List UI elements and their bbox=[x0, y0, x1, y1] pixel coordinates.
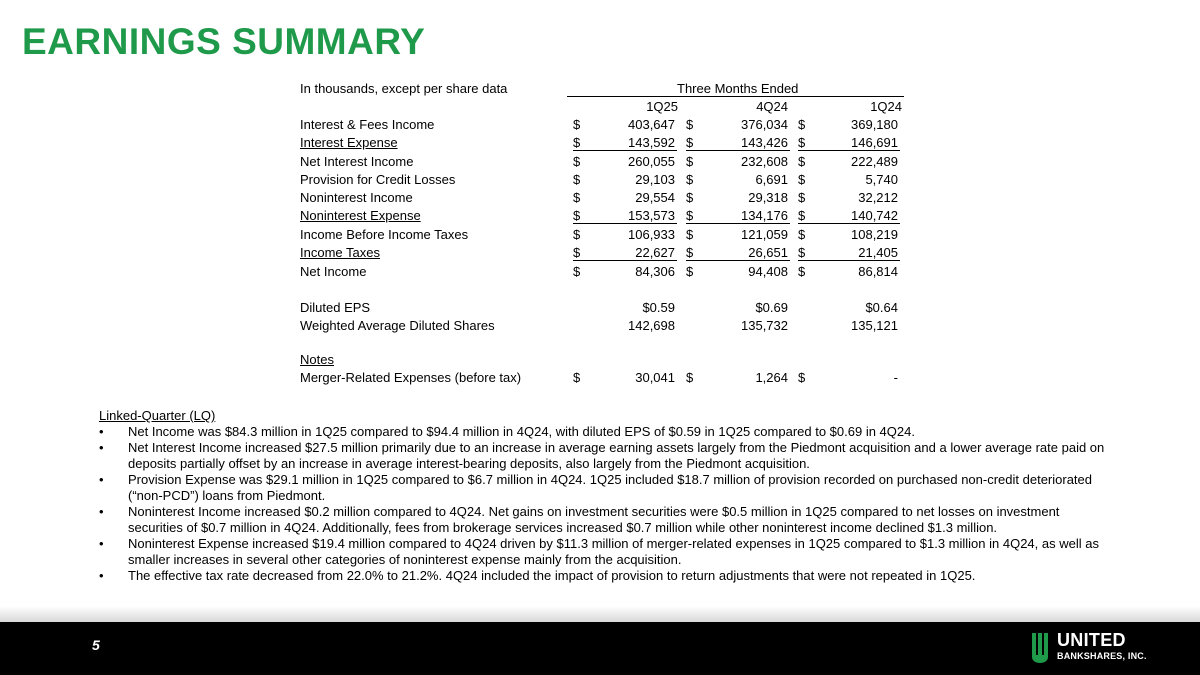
subtotal-rule bbox=[686, 223, 790, 224]
row-value: 143,592 bbox=[628, 135, 675, 150]
currency-symbol: $ bbox=[573, 117, 581, 132]
logo-subtitle: BANKSHARES, INC. bbox=[1057, 651, 1147, 661]
logo-wordmark: UNITED bbox=[1057, 630, 1126, 650]
company-logo bbox=[1032, 632, 1162, 666]
row-value: 121,059 bbox=[741, 227, 788, 242]
currency-symbol: $ bbox=[798, 245, 806, 260]
currency-symbol: $ bbox=[798, 227, 806, 242]
currency-symbol: $ bbox=[573, 190, 581, 205]
currency-symbol: $ bbox=[686, 190, 694, 205]
currency-symbol: $ bbox=[798, 264, 806, 279]
row-value: 94,408 bbox=[748, 264, 788, 279]
row-label: Income Taxes bbox=[300, 245, 380, 260]
currency-symbol: $ bbox=[686, 208, 694, 223]
header-rule bbox=[567, 96, 904, 97]
row-value: $0.69 bbox=[755, 300, 788, 315]
commentary-bullet: • Noninterest Expense increased $19.4 million compared to 4Q24 driven by $11.3 million of merger-related expenses in 1Q25 compared to $1.3 million in 4Q24, as well as smaller increases in several other categories of noninterest expense mainly from the acquisition. bbox=[99, 536, 1099, 567]
currency-symbol: $ bbox=[686, 264, 694, 279]
row-value: 6,691 bbox=[755, 172, 788, 187]
subtotal-rule bbox=[686, 260, 790, 261]
currency-symbol: $ bbox=[573, 370, 581, 385]
row-value: 222,489 bbox=[851, 154, 898, 169]
currency-symbol: $ bbox=[798, 208, 806, 223]
row-value: 153,573 bbox=[628, 208, 675, 223]
currency-symbol: $ bbox=[798, 154, 806, 169]
row-value: 29,318 bbox=[748, 190, 788, 205]
row-label: Net Interest Income bbox=[300, 154, 414, 169]
row-label: Provision for Credit Losses bbox=[300, 172, 456, 187]
row-value: 135,732 bbox=[741, 318, 788, 333]
row-value: 29,554 bbox=[635, 190, 675, 205]
bullet-glyph: • bbox=[99, 440, 104, 455]
currency-symbol: $ bbox=[686, 227, 694, 242]
row-value: 21,405 bbox=[858, 245, 898, 260]
commentary-list bbox=[99, 424, 1109, 584]
linked-quarter-commentary bbox=[99, 408, 1109, 584]
row-value: 134,176 bbox=[741, 208, 788, 223]
currency-symbol: $ bbox=[573, 154, 581, 169]
logo-mark-icon bbox=[1032, 633, 1051, 663]
row-label: Interest & Fees Income bbox=[300, 117, 435, 132]
footer-fade bbox=[0, 606, 1200, 622]
column-header: 1Q25 bbox=[646, 99, 678, 114]
currency-symbol: $ bbox=[798, 135, 806, 150]
row-value: 376,034 bbox=[741, 117, 788, 132]
row-value: 26,651 bbox=[748, 245, 788, 260]
row-value: 22,627 bbox=[635, 245, 675, 260]
row-value: 140,742 bbox=[851, 208, 898, 223]
subtotal-rule bbox=[573, 260, 677, 261]
row-label: Net Income bbox=[300, 264, 367, 279]
currency-symbol: $ bbox=[686, 245, 694, 260]
row-value: 232,608 bbox=[741, 154, 788, 169]
column-header: 1Q24 bbox=[870, 99, 902, 114]
row-label: Weighted Average Diluted Shares bbox=[300, 318, 495, 333]
commentary-bullet: • The effective tax rate decreased from 22.0% to 21.2%. 4Q24 included the impact of provision to return adjustments that were not repeated in 1Q25. bbox=[99, 568, 976, 583]
unit-note: In thousands, except per share data bbox=[300, 81, 508, 96]
currency-symbol: $ bbox=[798, 190, 806, 205]
row-value: 29,103 bbox=[635, 172, 675, 187]
currency-symbol: $ bbox=[686, 370, 694, 385]
currency-symbol: $ bbox=[798, 117, 806, 132]
row-value: 108,219 bbox=[851, 227, 898, 242]
row-value: 106,933 bbox=[628, 227, 675, 242]
bullet-glyph: • bbox=[99, 424, 104, 439]
commentary-heading: Linked-Quarter (LQ) bbox=[99, 408, 216, 423]
row-value: 30,041 bbox=[635, 370, 675, 385]
currency-symbol: $ bbox=[686, 172, 694, 187]
row-label: Interest Expense bbox=[300, 135, 398, 150]
bullet-glyph: • bbox=[99, 568, 104, 583]
period-group-header: Three Months Ended bbox=[677, 81, 799, 96]
row-value: 32,212 bbox=[858, 190, 898, 205]
currency-symbol: $ bbox=[686, 117, 694, 132]
row-value: 84,306 bbox=[635, 264, 675, 279]
subtotal-rule bbox=[798, 150, 900, 151]
bullet-glyph: • bbox=[99, 472, 104, 487]
page-title: EARNINGS SUMMARY bbox=[22, 21, 426, 62]
row-label: Diluted EPS bbox=[300, 300, 371, 315]
row-label: Merger-Related Expenses (before tax) bbox=[300, 370, 522, 385]
commentary-bullet: • Provision Expense was $29.1 million in 1Q25 compared to $6.7 million in 4Q24. 1Q25 included $18.7 million of provision recorded on purchased non-credit deteriorated (“non-PCD”) loans from Piedmont. bbox=[99, 472, 1092, 503]
currency-symbol: $ bbox=[573, 172, 581, 187]
row-value: $0.64 bbox=[865, 300, 898, 315]
row-value: 369,180 bbox=[851, 117, 898, 132]
subtotal-rule bbox=[686, 150, 790, 151]
currency-symbol: $ bbox=[798, 172, 806, 187]
row-value: 143,426 bbox=[741, 135, 788, 150]
footer-bar bbox=[0, 622, 1200, 675]
page-number: 5 bbox=[92, 637, 100, 653]
row-label: Noninterest Expense bbox=[300, 208, 421, 223]
row-value: - bbox=[893, 370, 898, 385]
bullet-glyph: • bbox=[99, 504, 104, 519]
row-value: 5,740 bbox=[865, 172, 898, 187]
subtotal-rule bbox=[573, 223, 677, 224]
commentary-bullet: • Net Income was $84.3 million in 1Q25 compared to $94.4 million in 4Q24, with diluted EPS of $0.59 in 1Q25 compared to $0.69 in 4Q24. bbox=[99, 424, 915, 439]
row-label: Notes bbox=[300, 352, 334, 367]
row-value: 142,698 bbox=[628, 318, 675, 333]
row-label: Income Before Income Taxes bbox=[300, 227, 469, 242]
subtotal-rule bbox=[798, 223, 900, 224]
subtotal-rule bbox=[798, 260, 900, 261]
row-value: 1,264 bbox=[755, 370, 788, 385]
subtotal-rule bbox=[573, 150, 677, 151]
bullet-glyph: • bbox=[99, 536, 104, 551]
currency-symbol: $ bbox=[573, 135, 581, 150]
row-value: 260,055 bbox=[628, 154, 675, 169]
currency-symbol: $ bbox=[686, 154, 694, 169]
currency-symbol: $ bbox=[686, 135, 694, 150]
currency-symbol: $ bbox=[573, 208, 581, 223]
row-label: Noninterest Income bbox=[300, 190, 413, 205]
commentary-bullet: • Noninterest Income increased $0.2 million compared to 4Q24. Net gains on investment securities were $0.5 million in 1Q25 compared to net losses on investment securities of $0.7 million in 4Q24. Additionally, fees from brokerage services increased $0.7 million while other noninterest income declined $1.3 million. bbox=[99, 504, 1060, 535]
row-value: 403,647 bbox=[628, 117, 675, 132]
commentary-bullet: • Net Interest Income increased $27.5 million primarily due to an increase in average earning assets largely from the Piedmont acquisition and a lower average rate paid on deposits partially offset by an increase in average interest-bearing deposits, also largely from the Piedmont acquisition. bbox=[99, 440, 1105, 471]
currency-symbol: $ bbox=[573, 245, 581, 260]
currency-symbol: $ bbox=[573, 264, 581, 279]
row-value: $0.59 bbox=[642, 300, 675, 315]
row-value: 146,691 bbox=[851, 135, 898, 150]
currency-symbol: $ bbox=[573, 227, 581, 242]
column-header: 4Q24 bbox=[756, 99, 788, 114]
currency-symbol: $ bbox=[798, 370, 806, 385]
row-value: 135,121 bbox=[851, 318, 898, 333]
row-value: 86,814 bbox=[858, 264, 898, 279]
